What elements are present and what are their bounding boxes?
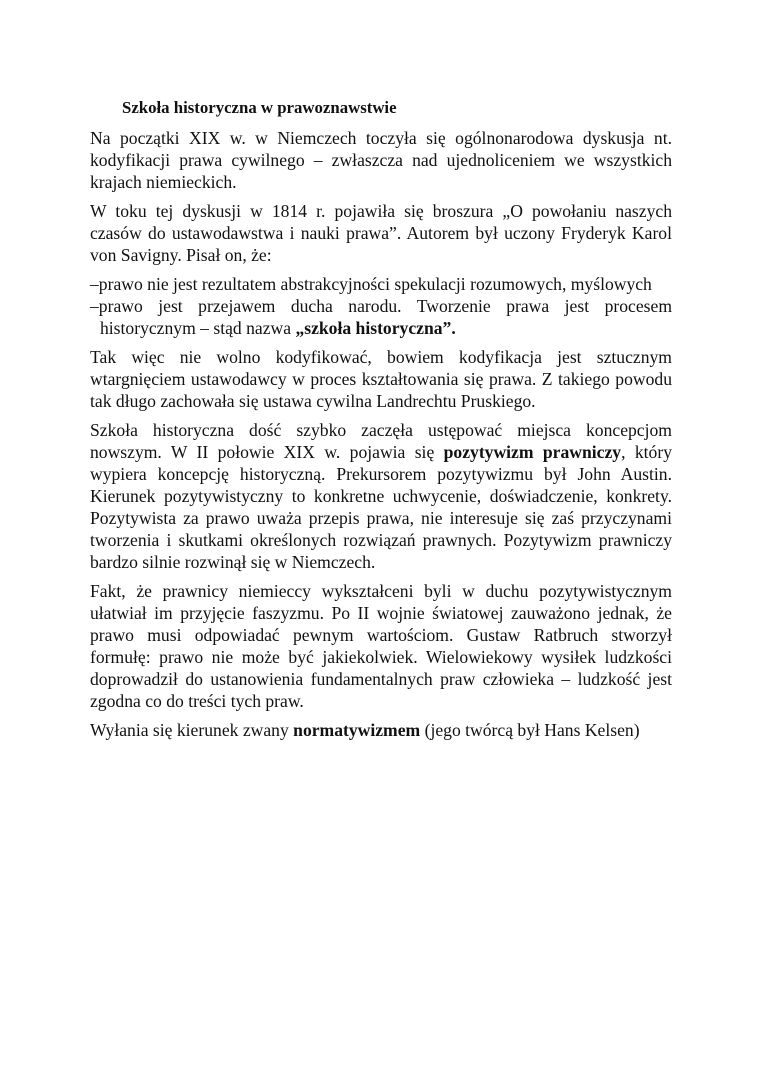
paragraph-positivism	[90, 419, 672, 573]
paragraph-savigny-text: W toku tej dyskusji w 1814 r. pojawiła się broszura „O powołaniu naszych czasów do ustawodawstwa i nauki prawa”. Autorem był uczony Fryderyk Karol von Savigny. Pisał on, że:	[90, 201, 672, 265]
bullet-item	[90, 295, 672, 339]
paragraph-normativism-text-end: (jego twórcą był Hans Kelsen)	[420, 720, 640, 740]
paragraph-post-war-text: Fakt, że prawnicy niemieccy wykształceni byli w duchu pozytywistycznym ułatwiał im przyjęcie faszyzmu. Po II wojnie światowej zauważono jednak, że prawo musi odpowiadać pewnym wartościom. Gustaw Ratbruch stworzył formułę: prawo nie może być jakiekolwiek. Wielowiekowy wysiłek ludzkości doprowadził do ustanowienia fundamentalnych praw człowieka – ludzkość jest zgodna co do treści tych praw.	[90, 581, 672, 711]
paragraph-positivism-bold-text: pozytywizm prawniczy	[443, 442, 622, 462]
paragraph-positivism-text: Szkoła historyczna dość szybko zaczęła ustępować miejsca koncepcjom nowszym. W II połowie XIX w. pojawia się	[90, 420, 672, 462]
document-title: Szkoła historyczna w prawoznawstwie	[122, 98, 397, 117]
paragraph-codification-text: Tak więc nie wolno kodyfikować, bowiem kodyfikacja jest sztucznym wtargnięciem ustawodawcy w proces kształtowania się prawa. Z takiego powodu tak długo zachowała się ustawa cywilna Landrechtu Pruskiego.	[90, 347, 672, 411]
paragraph-savigny	[90, 200, 672, 266]
bullet-list	[90, 273, 672, 339]
document-page	[90, 97, 672, 748]
paragraph-normativism-bold-text: normatywizmem	[293, 720, 421, 740]
bullet-item	[90, 273, 672, 295]
bullet-item-text: –prawo nie jest rezultatem abstrakcyjności spekulacji rozumowych, myślowych	[90, 274, 652, 294]
paragraph-intro-text: Na początki XIX w. w Niemczech toczyła się ogólnonarodowa dyskusja nt. kodyfikacji prawa cywilnego – zwłaszcza nad ujednoliceniem we wszystkich krajach niemieckich.	[90, 128, 672, 192]
paragraph-post-war	[90, 580, 672, 712]
paragraph-positivism-text-end: , który wypiera koncepcję historyczną. Prekursorem pozytywizmu był John Austin. Kierunek pozytywistyczny to konkretne uchwycenie, doświadczenie, konkrety. Pozytywista za prawo uważa przepis prawa, nie interesuje się zaś przyczynami tworzenia i skutkami określonych rozwiązań prawnych. Pozytywizm prawniczy bardzo silnie rozwinął się w Niemczech.	[90, 442, 672, 572]
paragraph-normativism-text: Wyłania się kierunek zwany	[90, 720, 294, 740]
bullet-item-text: –prawo jest przejawem ducha narodu. Tworzenie prawa jest procesem historycznym – stąd nazwa	[90, 296, 672, 338]
bullet-item-bold-text: „szkoła historyczna”.	[295, 318, 456, 338]
paragraph-intro	[90, 127, 672, 193]
paragraph-normativism	[90, 719, 672, 741]
paragraph-codification	[90, 346, 672, 412]
